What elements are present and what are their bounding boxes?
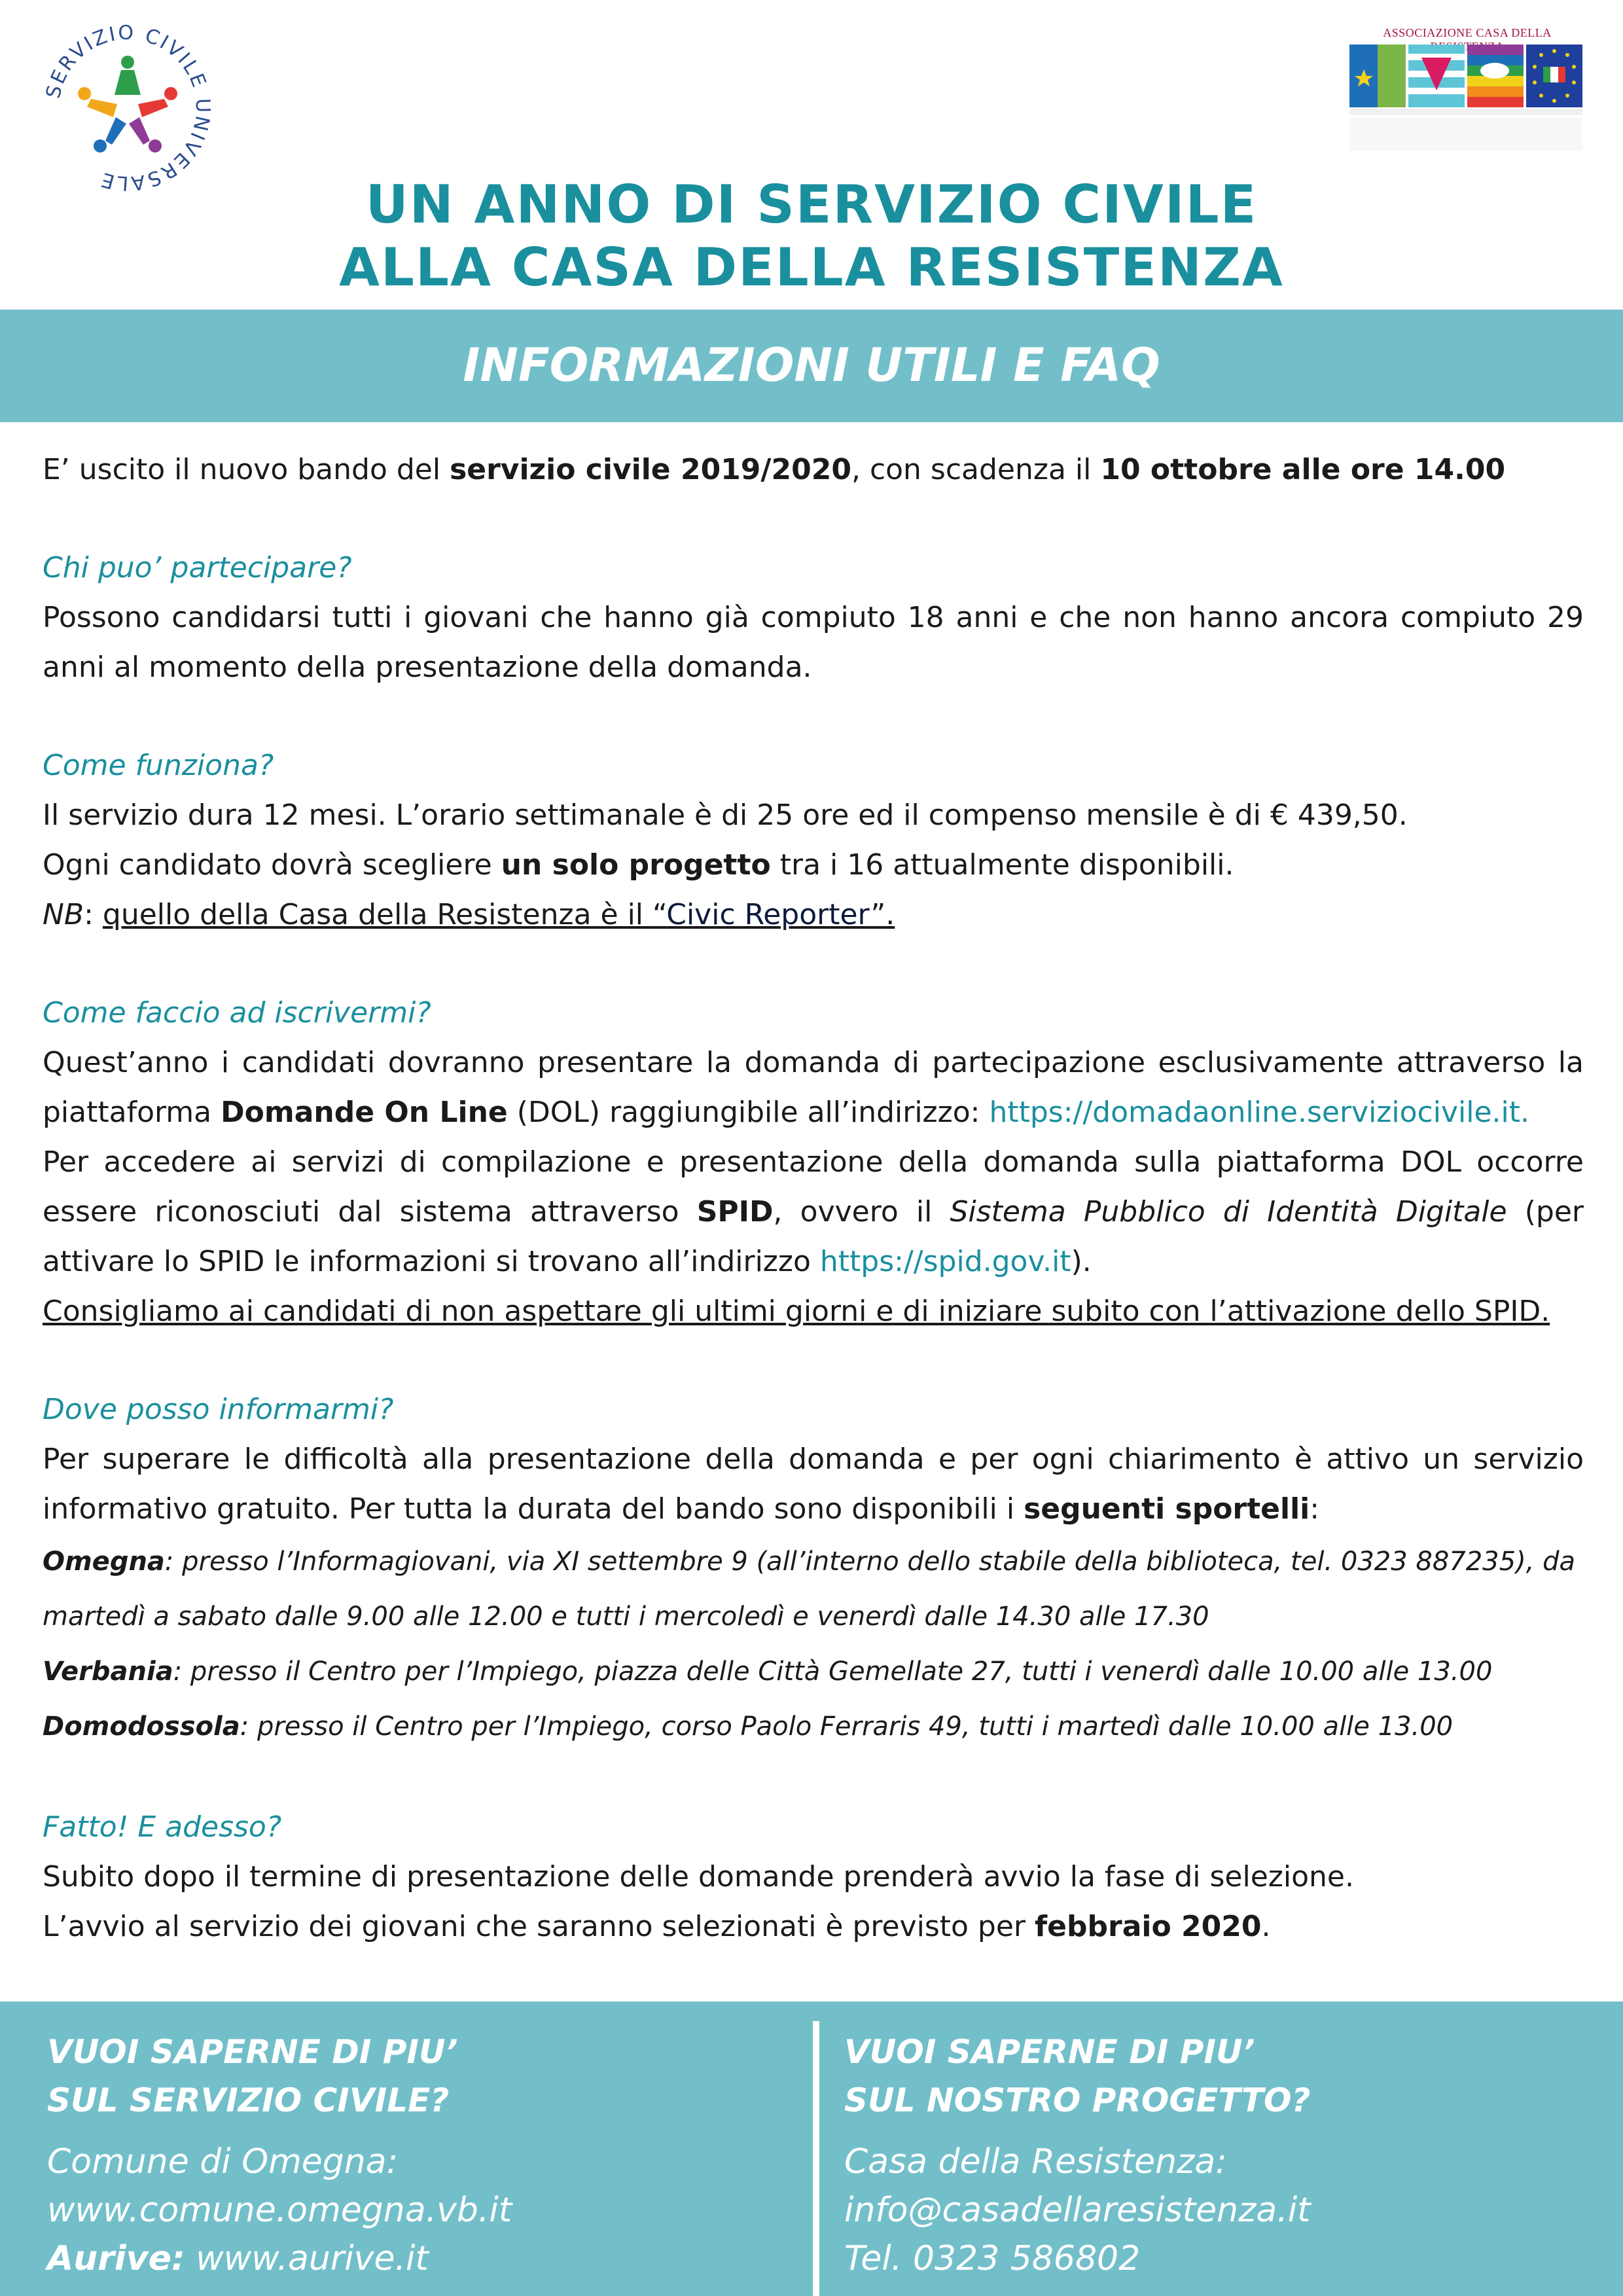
sportello-omegna <box>43 1534 1584 1644</box>
iscr-p1-a: Quest’anno i candidati dovranno presentare la domanda di partecipazione esclusivamente attraverso la piattaforma <box>43 1046 1584 1129</box>
fatto-line-2-a: L’avvio al servizio dei giovani che saranno selezionati è previsto per <box>43 1910 1035 1943</box>
iscr-p2-a: Per accedere ai servizi di compilazione e presentazione della domanda sulla piattaforma DOL occorre essere riconosciuti dal sistema attraverso <box>43 1145 1584 1229</box>
iscr-p2-f: ). <box>1071 1245 1092 1278</box>
section-heading-come-funziona: Come funziona? <box>43 749 274 782</box>
nb-colon: : <box>84 898 103 931</box>
band-title: INFORMAZIONI UTILI E FAQ <box>463 338 1160 392</box>
iscr-p2-italic: Sistema Pubblico di Identità Digitale <box>950 1195 1507 1229</box>
funziona-line-2-bold: un solo progetto <box>501 848 771 882</box>
section-heading-informarmi: Dove posso informarmi? <box>43 1393 394 1426</box>
comune-website-link[interactable]: www.comune.omegna.vb.it <box>47 2191 512 2230</box>
iscr-p2-c: , ovvero il <box>773 1195 950 1229</box>
iscrivermi-advice: Consigliamo ai candidati di non aspettare gli ultimi giorni e di iniziare subito con l’attivazione dello SPID. <box>43 1295 1550 1328</box>
fatto-line-1: Subito dopo il termine di presentazione delle domande prenderà avvio la fase di selezione. <box>43 1860 1354 1893</box>
footer-left-title <box>47 2028 767 2125</box>
fatto-line-2-c: . <box>1261 1910 1271 1943</box>
fatto-line-2-bold: febbraio 2020 <box>1035 1910 1262 1943</box>
intro-bold-2: 10 ottobre alle ore 14.00 <box>1100 453 1506 486</box>
section-heading-chi: Chi puo’ partecipare? <box>43 551 352 584</box>
iscr-p2-spid: SPID <box>696 1195 774 1229</box>
footer-divider <box>813 2021 819 2296</box>
iscr-p1-bold: Domande On Line <box>221 1096 508 1129</box>
footer-right-title <box>844 2028 1564 2125</box>
nb-text-c: ”. <box>870 898 895 931</box>
nb-text-a: quello della Casa della Resistenza è il “ <box>102 898 667 931</box>
domodossola-name: Domodossola <box>43 1712 240 1742</box>
funziona-line-1: Il servizio dura 12 mesi. L’orario settimanale è di 25 ore ed il compenso mensile è di € 439,50. <box>43 798 1408 832</box>
iscr-p1-c: (DOL) raggiungibile all’indirizzo: <box>507 1096 990 1129</box>
funziona-line-2 <box>43 840 1584 890</box>
iscr-p2-e: (per attivare lo SPID le informazioni si trovano all’indirizzo <box>43 1195 1584 1278</box>
nb-project-name: Civic Reporter <box>666 898 871 931</box>
footer-left-title-2: SUL SERVIZIO CIVILE? <box>47 2081 450 2119</box>
iscrivermi-paragraph-2 <box>43 1138 1584 1287</box>
title-line-2: ALLA CASA DELLA RESISTENZA <box>339 237 1284 298</box>
omegna-text: : presso l’Informagiovani, via XI settembre 9 (all’interno dello stabile della biblioteca, tel. 0323 887235), da martedì a sabato dalle 9.00 alle 12.00 e tutti i mercoledì e venerdì dalle 14.30 alle 17.30 <box>43 1547 1576 1632</box>
omegna-name: Omegna <box>43 1547 165 1577</box>
association-name: ASSOCIAZIONE CASA DELLA <box>1383 26 1552 39</box>
footer-left-subtitle: Comune di Omegna: <box>47 2142 399 2181</box>
funziona-nb <box>43 890 1584 940</box>
info-p1-c: : <box>1310 1492 1320 1526</box>
verbania-name: Verbania <box>43 1657 173 1687</box>
intro-text-2: , con scadenza il <box>851 453 1101 486</box>
aurive-website-link[interactable]: www.aurive.it <box>185 2239 429 2278</box>
sportello-domodossola <box>43 1699 1584 1754</box>
section-heading-fatto: Fatto! E adesso? <box>43 1810 282 1844</box>
funziona-line-2-a: Ogni candidato dovrà scegliere <box>43 848 501 882</box>
title-line-1: UN ANNO DI SERVIZIO CIVILE <box>365 174 1258 235</box>
informarmi-paragraph <box>43 1435 1584 1534</box>
aurive-label: Aurive: <box>47 2239 185 2278</box>
footer-right-subtitle: Casa della Resistenza: <box>844 2142 1227 2181</box>
header-band <box>0 310 1623 422</box>
nb-underlined <box>103 898 895 931</box>
funziona-line-2-c: tra i 16 attualmente disponibili. <box>770 848 1234 882</box>
verbania-text: : presso il Centro per l’Impiego, piazza delle Città Gemellate 27, tutti i venerdì dalle 10.00 alle 13.00 <box>173 1657 1493 1687</box>
footer-left-title-1: VUOI SAPERNE DI PIU’ <box>47 2033 458 2071</box>
main-content <box>43 445 1584 1952</box>
sportello-verbania <box>43 1644 1584 1699</box>
iscrivermi-paragraph-1 <box>43 1038 1584 1138</box>
footer <box>0 2001 1623 2296</box>
fatto-line-2 <box>43 1902 1584 1952</box>
nb-label: NB <box>43 898 84 931</box>
star-people-logo-icon <box>39 20 216 196</box>
page-title <box>0 173 1623 299</box>
footer-right-title-1: VUOI SAPERNE DI PIU’ <box>844 2033 1255 2071</box>
info-p1-bold: seguenti sportelli <box>1024 1492 1310 1526</box>
intro-paragraph <box>43 445 1584 495</box>
flags-logo-icon <box>1349 45 1585 162</box>
section-text-chi: Possono candidarsi tutti i giovani che hanno già compiuto 18 anni e che non hanno ancora compiuto 29 anni al momento della presentazione della domanda. <box>43 601 1584 684</box>
casa-resistenza-logo <box>1349 26 1585 164</box>
dol-link[interactable]: https://domadaonline.serviziocivile.it. <box>989 1096 1529 1129</box>
footer-right-title-2: SUL NOSTRO PROGETTO? <box>844 2081 1311 2119</box>
section-heading-iscrivermi: Come faccio ad iscrivermi? <box>43 996 431 1030</box>
domodossola-text: : presso il Centro per l’Impiego, corso Paolo Ferraris 49, tutti i martedì dalle 10.00 alle 13.00 <box>240 1712 1454 1742</box>
footer-left-line-2 <box>47 2234 780 2283</box>
intro-text-1: E’ uscito il nuovo bando del <box>43 453 450 486</box>
email-link[interactable]: info@casadellaresistenza.it <box>844 2191 1311 2230</box>
phone-number: Tel. 0323 586802 <box>844 2239 1141 2278</box>
spid-link[interactable]: https://spid.gov.it <box>819 1245 1071 1278</box>
svg-text:SERVIZIO CIVILE UNIVERSALE: SERVIZIO CIVILE UNIVERSALE <box>41 21 215 195</box>
servizio-civile-logo <box>39 20 216 196</box>
intro-bold-1: servizio civile 2019/2020 <box>450 453 851 486</box>
info-p1-a: Per superare le difficoltà alla presentazione della domanda e per ogni chiarimento è attivo un servizio informativo gratuito. Per tutta la durata del bando sono disponibili i <box>43 1443 1584 1526</box>
